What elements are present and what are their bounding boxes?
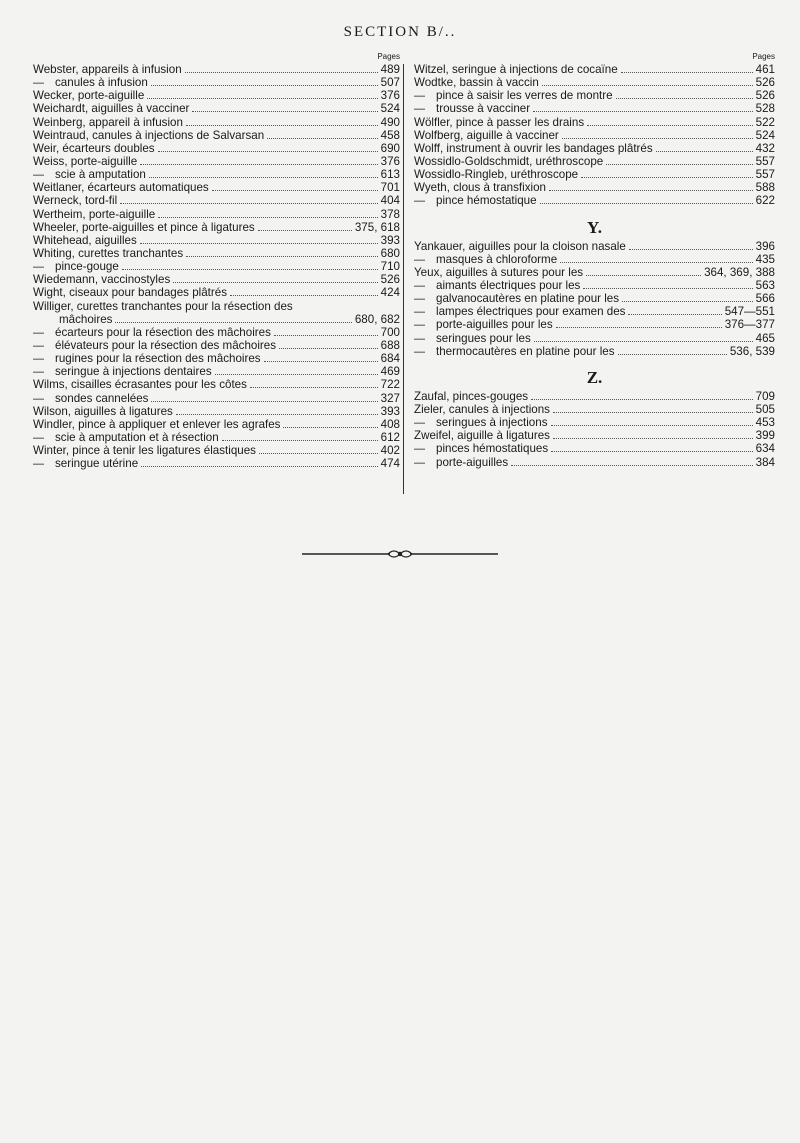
entry-name: Weir, écarteurs doubles [33, 141, 155, 155]
entry-name: masques à chloroforme [436, 252, 558, 266]
ditto-dash: — [414, 90, 425, 103]
entry-page-number: 622 [755, 194, 775, 208]
entry-page-number: 402 [380, 444, 400, 458]
index-entry [414, 390, 775, 403]
entry-name: Windler, pince à appliquer et enlever les agrafes [33, 417, 281, 431]
dot-leader [212, 181, 378, 191]
entry-name: pince-gouge [55, 260, 119, 274]
entry-page-number: 680 [380, 246, 400, 260]
entry-page-number: 408 [380, 417, 400, 431]
entry-name: canules à infusion [55, 76, 148, 90]
dot-leader [158, 142, 378, 152]
index-entry [33, 168, 400, 181]
entry-page-number: 563 [755, 278, 775, 292]
pages-column-label: Pages [377, 52, 400, 61]
index-entry [414, 442, 775, 455]
entry-dash [33, 339, 51, 353]
entry-dash [33, 260, 51, 274]
index-entry [414, 181, 775, 194]
entry-dash [33, 76, 51, 90]
ditto-dash: — [414, 279, 425, 292]
entry-page-number: 710 [380, 260, 400, 274]
entry-page-number: 613 [380, 168, 400, 182]
dot-leader [185, 63, 378, 73]
entry-name: pince hémostatique [436, 194, 537, 208]
entry-name: Weinberg, appareil à infusion [33, 115, 183, 129]
ditto-dash: — [414, 195, 425, 208]
entry-page-number: 327 [380, 391, 400, 405]
dot-leader [553, 403, 753, 413]
entry-name: Yeux, aiguilles à sutures pour les [414, 265, 584, 279]
dot-leader [560, 253, 753, 263]
entry-page-number: 424 [380, 286, 400, 300]
index-entry [33, 286, 400, 299]
index-entry [414, 116, 775, 129]
dot-leader [115, 313, 351, 323]
entry-dash [33, 326, 51, 340]
entry-page-number: 505 [755, 402, 775, 416]
entry-name: seringue à injections dentaires [55, 365, 212, 379]
entry-name: aimants électriques pour les [436, 278, 581, 292]
index-entry [33, 300, 400, 313]
entry-dash [414, 318, 432, 332]
entry-name: Weichardt, aiguilles à vacciner [33, 102, 190, 116]
entry-name: Whiting, curettes tranchantes [33, 246, 184, 260]
entry-dash [414, 305, 432, 319]
index-entry [33, 208, 400, 221]
ditto-dash: — [414, 319, 425, 332]
entry-name: seringues à injections [436, 416, 548, 430]
entry-page-number: 722 [380, 378, 400, 392]
entry-page-number: 528 [755, 102, 775, 116]
entry-name: Wossidlo-Ringleb, uréthroscope [414, 168, 579, 182]
entry-name: scie à amputation et à résection [55, 430, 219, 444]
entry-page-number: 453 [755, 416, 775, 430]
entry-page-number: 378 [380, 207, 400, 221]
entry-dash [414, 253, 432, 267]
index-entry [33, 418, 400, 431]
entry-page-number: 384 [755, 455, 775, 469]
entry-page-number: 526 [755, 89, 775, 103]
index-entry [33, 365, 400, 378]
entry-page-number: 690 [380, 141, 400, 155]
ditto-dash: — [414, 293, 425, 306]
dot-leader [141, 457, 378, 467]
dot-leader [511, 456, 752, 466]
entry-name: porte-aiguilles pour les [436, 318, 553, 332]
entry-page-number: 465 [755, 331, 775, 345]
entry-page-number: 612 [380, 430, 400, 444]
index-entry [33, 273, 400, 286]
ditto-dash: — [414, 306, 425, 319]
dot-leader [656, 142, 753, 152]
entry-dash [414, 416, 432, 430]
entry-dash [414, 442, 432, 456]
dot-leader [122, 260, 378, 270]
entry-page-number: 393 [380, 404, 400, 418]
entry-page-number: 547—551 [724, 305, 775, 319]
ditto-dash: — [33, 261, 44, 274]
entry-name: Wolff, instrument à ouvrir les bandages plâtrés [414, 141, 653, 155]
index-entry [33, 313, 400, 326]
dot-leader [151, 76, 378, 86]
entry-name: élévateurs pour la résection des mâchoires [55, 338, 277, 352]
entry-name: lampes électriques pour examen des [436, 305, 626, 319]
entry-page-number: 557 [755, 168, 775, 182]
entry-page-number: 526 [380, 273, 400, 287]
dot-leader [192, 102, 377, 112]
entry-name: Wodtke, bassin à vaccin [414, 76, 539, 90]
index-entry [33, 221, 400, 234]
dot-leader [250, 378, 378, 388]
ditto-dash: — [33, 431, 44, 444]
dot-leader [622, 292, 753, 302]
entry-page-number: 634 [755, 442, 775, 456]
entry-page-number: 490 [380, 115, 400, 129]
dot-leader [581, 168, 753, 178]
index-entry [33, 339, 400, 352]
entry-page-number: 458 [380, 128, 400, 142]
entry-name: Wight, ciseaux pour bandages plâtrés [33, 286, 227, 300]
entry-name: galvanocautères en platine pour les [436, 292, 620, 306]
y-entry-list [414, 240, 775, 358]
entry-dash [414, 279, 432, 293]
entry-dash [414, 194, 432, 208]
dot-leader [606, 155, 752, 165]
entry-name: pinces hémostatiques [436, 442, 549, 456]
entry-name: Zweifel, aiguille à ligatures [414, 429, 550, 443]
entry-name: Webster, appareils à infusion [33, 63, 182, 76]
entry-page-number: 376—377 [724, 318, 775, 332]
index-entry [33, 102, 400, 115]
entry-dash [414, 456, 432, 470]
dot-leader [176, 405, 378, 415]
ditto-dash: — [414, 443, 425, 456]
left-index-column [33, 50, 400, 470]
dot-leader [549, 181, 753, 191]
entry-name: porte-aiguilles [436, 455, 509, 469]
dot-leader [562, 129, 753, 139]
ornament-divider [300, 546, 500, 562]
dot-leader [587, 116, 753, 126]
dot-leader [222, 431, 378, 441]
entry-page-number: 375, 618 [354, 220, 400, 234]
entry-page-number: 588 [755, 181, 775, 195]
entry-page-number: 469 [380, 365, 400, 379]
index-entry [33, 431, 400, 444]
index-entry [33, 76, 400, 89]
dot-leader [531, 390, 753, 400]
index-entry [414, 63, 775, 76]
dot-leader [621, 63, 753, 73]
index-entry [33, 194, 400, 207]
dot-leader [274, 326, 378, 336]
dot-leader [551, 442, 753, 452]
ditto-dash: — [414, 345, 425, 358]
index-entry [33, 457, 400, 470]
entry-name: Williger, curettes tranchantes pour la résection des [33, 299, 293, 313]
entry-dash [33, 457, 51, 471]
index-entry [33, 89, 400, 102]
index-entry [33, 116, 400, 129]
dot-leader [542, 76, 753, 86]
entry-name: Whitehead, aiguilles [33, 233, 137, 247]
entry-name: Zaufal, pinces-gouges [414, 389, 529, 403]
index-entry [33, 405, 400, 418]
ditto-dash: — [33, 77, 44, 90]
entry-page-number: 461 [755, 63, 775, 76]
dot-leader [151, 392, 377, 402]
ditto-dash: — [414, 332, 425, 345]
entry-name: Weitlaner, écarteurs automatiques [33, 181, 209, 195]
entry-name: Wheeler, porte-aiguilles et pince à ligatures [33, 220, 255, 234]
dot-leader [553, 429, 753, 439]
ditto-dash: — [33, 392, 44, 405]
ditto-dash: — [33, 326, 44, 339]
entry-name: Winter, pince à tenir les ligatures élastiques [33, 444, 256, 458]
entry-name: mâchoires [59, 312, 113, 326]
index-entry [414, 129, 775, 142]
entry-page-number: 680, 682 [354, 312, 400, 326]
index-entry [33, 63, 400, 76]
dot-leader [283, 418, 377, 428]
index-entry [414, 416, 775, 429]
index-entry [414, 89, 775, 102]
entry-page-number: 364, 369, 388 [704, 265, 775, 279]
index-entry [33, 142, 400, 155]
index-entry [414, 240, 775, 253]
entry-page-number: 566 [755, 292, 775, 306]
entry-name: Weintraud, canules à injections de Salvarsan [33, 128, 265, 142]
entry-name: sondes cannelées [55, 391, 149, 405]
index-entry [33, 181, 400, 194]
dot-leader [616, 89, 753, 99]
dot-leader [540, 194, 753, 204]
dot-leader [259, 444, 378, 454]
entry-name: thermocautères en platine pour les [436, 344, 615, 358]
entry-page-number: 688 [380, 338, 400, 352]
entry-page-number: 432 [755, 141, 775, 155]
dot-leader [556, 318, 722, 328]
entry-page-number: 536, 539 [729, 344, 775, 358]
index-entry [414, 318, 775, 331]
index-entry [414, 279, 775, 292]
entry-name: écarteurs pour la résection des mâchoires [55, 325, 271, 339]
index-entry [414, 76, 775, 89]
index-entry [414, 345, 775, 358]
entry-dash [33, 392, 51, 406]
dot-leader [296, 301, 397, 310]
dot-leader [120, 194, 377, 204]
index-entry [33, 247, 400, 260]
dot-leader [230, 286, 378, 296]
ditto-dash: — [414, 253, 425, 266]
entry-name: Wertheim, porte-aiguille [33, 207, 156, 221]
index-entry [33, 352, 400, 365]
dot-leader [551, 416, 753, 426]
entry-page-number: 522 [755, 115, 775, 129]
column-divider [403, 64, 404, 494]
index-entry [33, 326, 400, 339]
entry-page-number: 376 [380, 154, 400, 168]
entry-name: Wiedemann, vaccinostyles [33, 273, 171, 287]
dot-leader [583, 279, 752, 289]
entry-dash [414, 332, 432, 346]
entry-page-number: 474 [380, 457, 400, 471]
entry-name: Wyeth, clous à transfixion [414, 181, 546, 195]
index-entry [33, 444, 400, 457]
index-entry [414, 266, 775, 279]
entry-name: seringues pour les [436, 331, 531, 345]
w-entry-list [414, 63, 775, 208]
entry-page-number: 557 [755, 154, 775, 168]
dot-leader [534, 332, 753, 342]
entry-page-number: 404 [380, 194, 400, 208]
entry-page-number: 524 [755, 128, 775, 142]
dot-leader [586, 266, 701, 276]
entry-page-number: 393 [380, 233, 400, 247]
left-entry-list [33, 63, 400, 470]
letter-heading-y: Y. [587, 217, 602, 237]
index-entry [414, 429, 775, 442]
ditto-dash: — [33, 339, 44, 352]
entry-name: trousse à vacciner [436, 102, 531, 116]
entry-page-number: 376 [380, 89, 400, 103]
entry-name: rugines pour la résection des mâchoires [55, 352, 261, 366]
dot-leader [533, 102, 753, 112]
entry-page-number: 399 [755, 429, 775, 443]
entry-dash [414, 292, 432, 306]
letter-heading-z: Z. [586, 367, 603, 387]
index-entry [33, 378, 400, 391]
index-entry [414, 102, 775, 115]
entry-name: Wilms, cisailles écrasantes pour les côtes [33, 378, 247, 392]
ditto-dash: — [414, 417, 425, 430]
entry-dash [414, 89, 432, 103]
index-entry [33, 260, 400, 273]
entry-name: Yankauer, aiguilles pour la cloison nasale [414, 239, 626, 253]
dot-leader [149, 168, 378, 178]
entry-name: scie à amputation [55, 168, 146, 182]
dot-leader [186, 247, 378, 257]
index-entry [414, 168, 775, 181]
entry-name: Wölfler, pince à passer les drains [414, 115, 585, 129]
entry-name: Wolfberg, aiguille à vacciner [414, 128, 559, 142]
dot-leader [215, 365, 378, 375]
entry-name: pince à saisir les verres de montre [436, 89, 613, 103]
entry-name: seringue utérine [55, 457, 139, 471]
index-entry [414, 194, 775, 207]
index-entry [414, 142, 775, 155]
entry-name: Zieler, canules à injections [414, 402, 550, 416]
entry-dash [33, 365, 51, 379]
entry-page-number: 489 [380, 63, 400, 76]
index-entry [414, 253, 775, 266]
dot-leader [158, 208, 377, 218]
entry-dash [33, 352, 51, 366]
index-entry [414, 403, 775, 416]
index-entry [414, 292, 775, 305]
right-index-column [414, 50, 775, 469]
ditto-dash: — [33, 458, 44, 471]
entry-dash [33, 431, 51, 445]
dot-leader [279, 339, 378, 349]
dot-leader [628, 305, 721, 315]
entry-name: Wilson, aiguilles à ligatures [33, 404, 173, 418]
dot-leader [173, 273, 377, 283]
index-entry [33, 392, 400, 405]
entry-dash [414, 102, 432, 116]
entry-dash [33, 168, 51, 182]
entry-page-number: 507 [380, 76, 400, 90]
ditto-dash: — [33, 353, 44, 366]
entry-name: Wecker, porte-aiguille [33, 89, 145, 103]
entry-page-number: 396 [755, 239, 775, 253]
dot-leader [140, 234, 378, 244]
dot-leader [186, 116, 378, 126]
entry-page-number: 526 [755, 76, 775, 90]
z-entry-list [414, 390, 775, 469]
ditto-dash: — [33, 169, 44, 182]
entry-dash [414, 345, 432, 359]
index-entry [414, 155, 775, 168]
index-entry [33, 129, 400, 142]
ditto-dash: — [414, 456, 425, 469]
entry-page-number: 701 [380, 181, 400, 195]
index-entry [33, 234, 400, 247]
entry-page-number: 435 [755, 252, 775, 266]
dot-leader [264, 352, 378, 362]
entry-name: Weiss, porte-aiguille [33, 154, 138, 168]
entry-page-number: 524 [380, 102, 400, 116]
entry-page-number: 700 [380, 325, 400, 339]
index-entry [414, 456, 775, 469]
entry-name: Witzel, seringue à injections de cocaïne [414, 63, 618, 76]
pages-column-label: Pages [752, 52, 775, 61]
entry-name: Wossidlo-Goldschmidt, uréthroscope [414, 154, 604, 168]
index-entry [33, 155, 400, 168]
entry-name: Werneck, tord-fil [33, 194, 118, 208]
dot-leader [267, 129, 378, 139]
section-header: SECTION B/.. [343, 24, 457, 40]
dot-leader [618, 345, 727, 355]
ditto-dash: — [33, 366, 44, 379]
dot-leader [147, 89, 377, 99]
entry-page-number: 709 [755, 389, 775, 403]
index-entry [414, 332, 775, 345]
dot-leader [629, 240, 753, 250]
dot-leader [140, 155, 377, 165]
entry-page-number: 684 [380, 352, 400, 366]
ditto-dash: — [414, 103, 425, 116]
index-entry [414, 305, 775, 318]
dot-leader [258, 221, 352, 231]
